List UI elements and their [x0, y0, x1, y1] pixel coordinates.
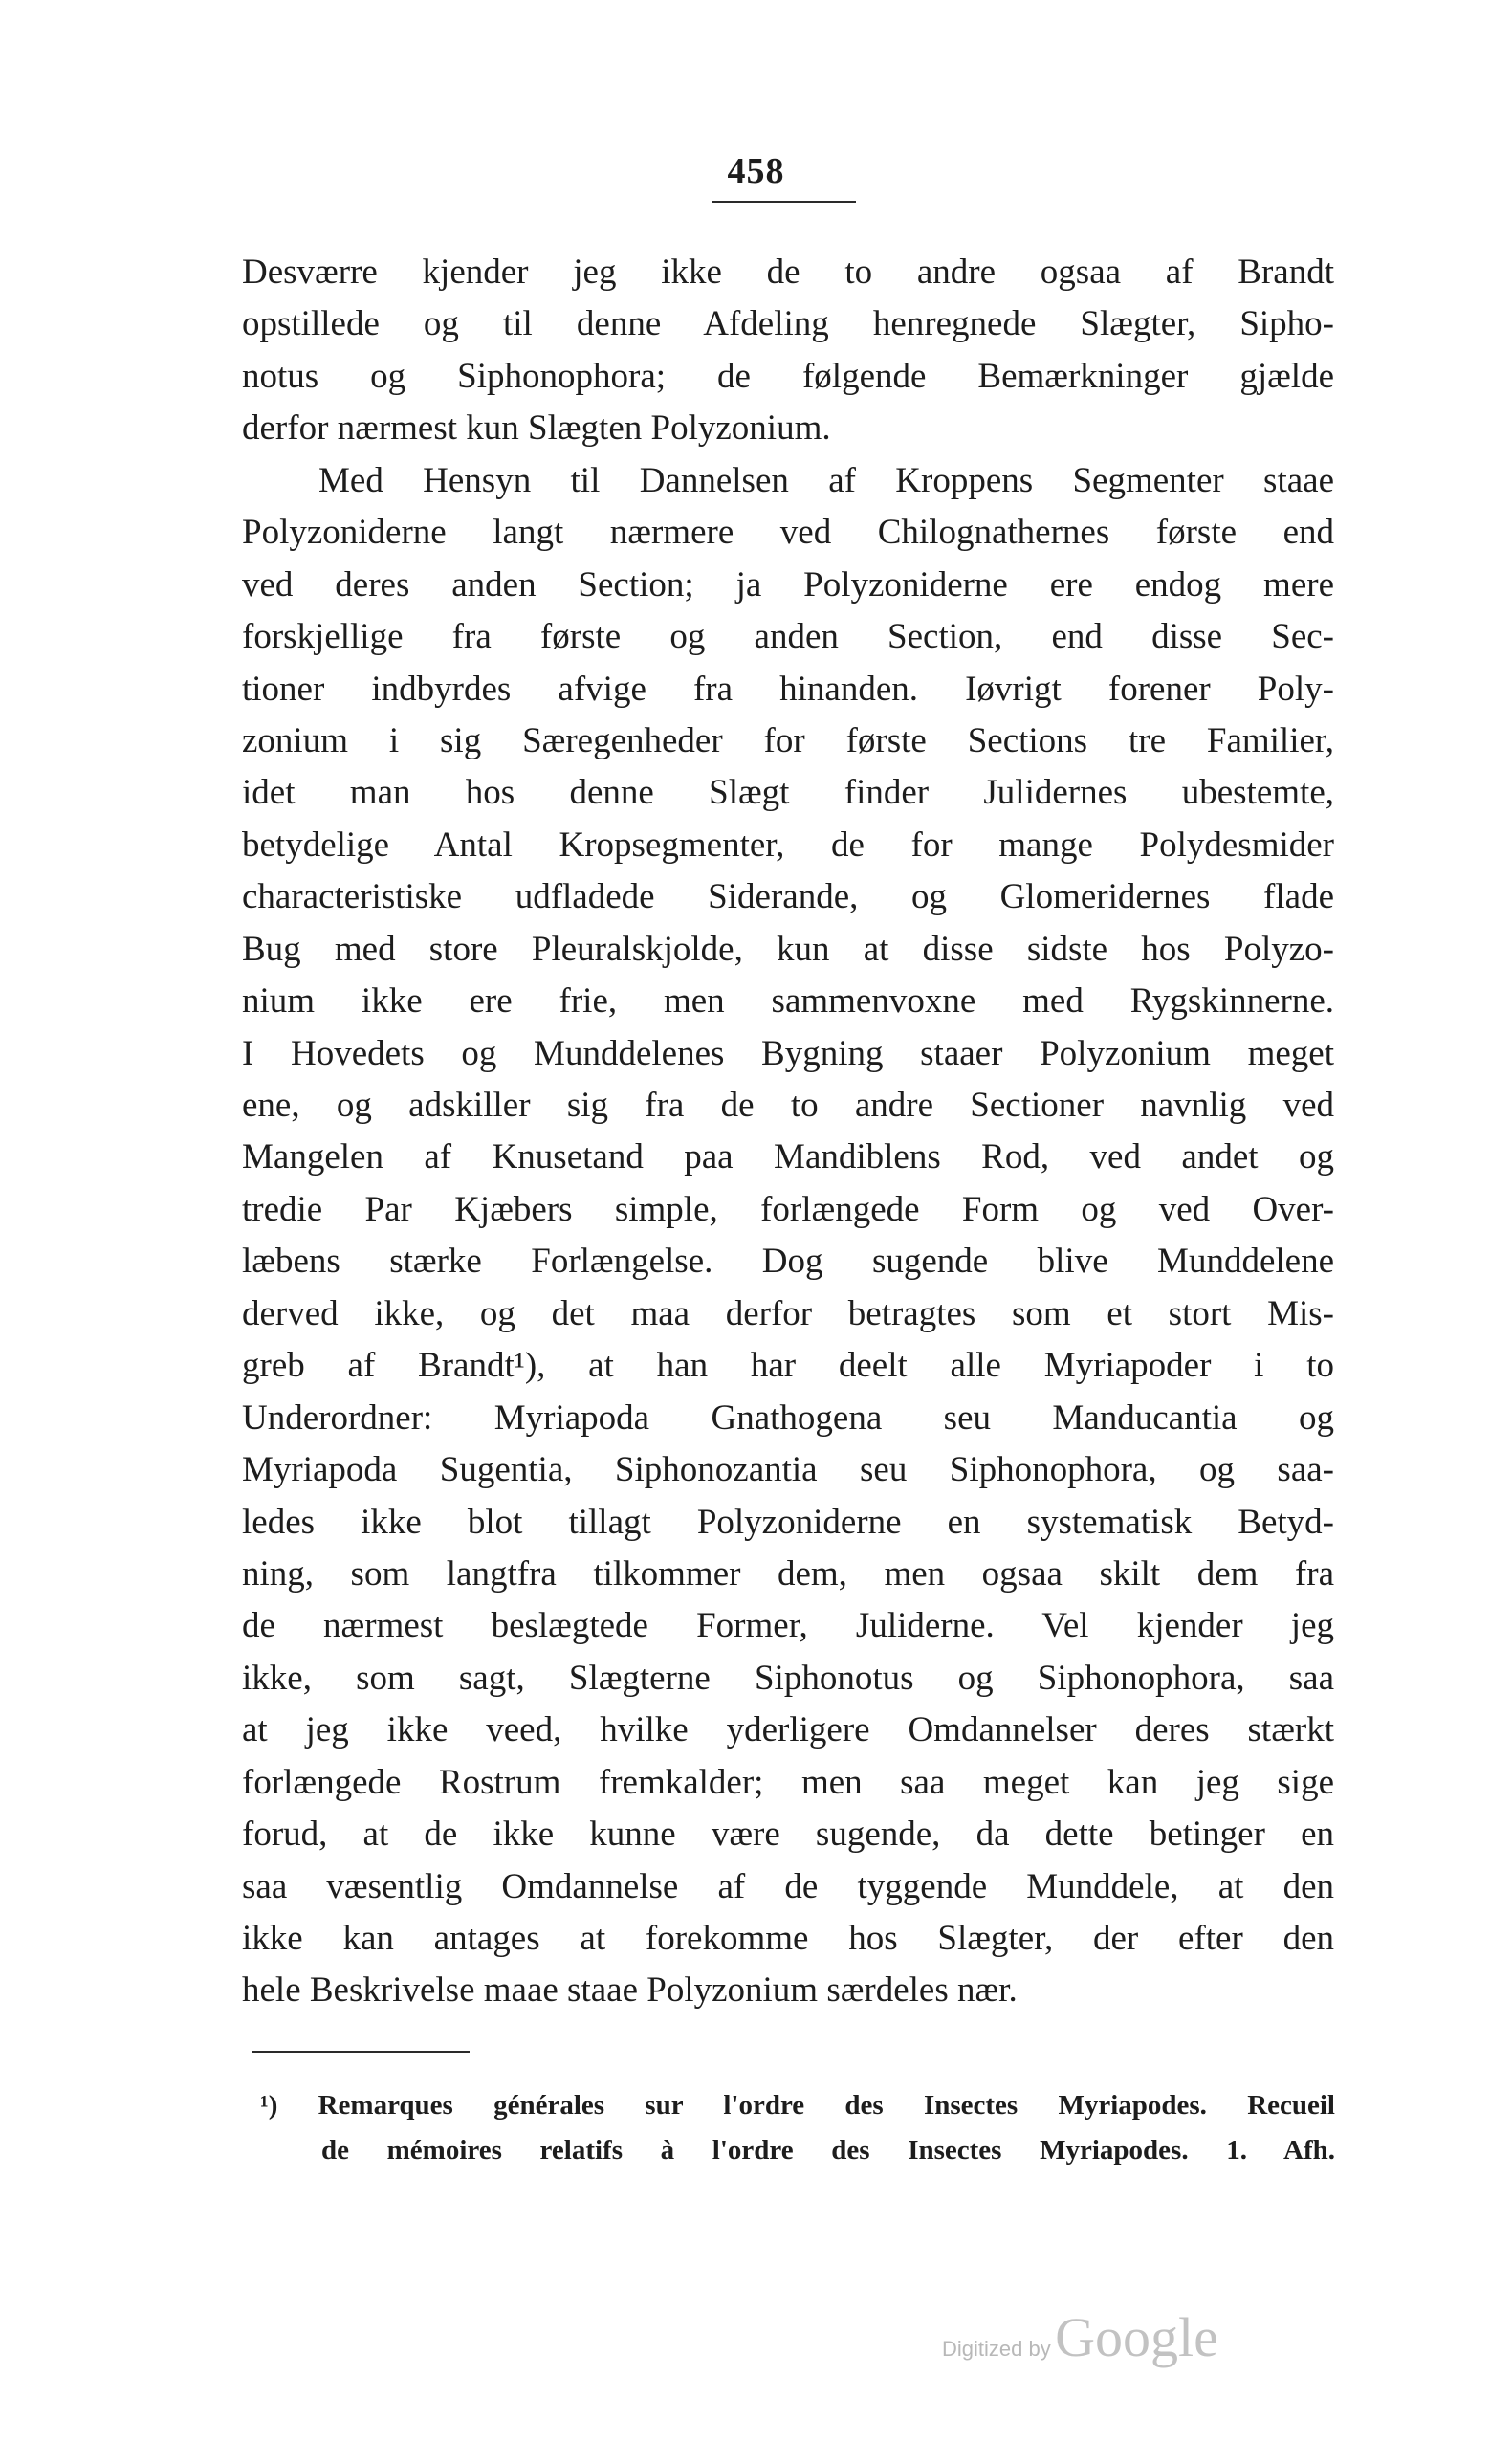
- text-line: læbens stærke Forlængelse. Dog sugende blive Munddelene: [242, 1242, 1334, 1282]
- text-line: Underordner: Myriapoda Gnathogena seu Manducantia og: [242, 1397, 1334, 1438]
- text-line: Polyzoniderne langt nærmere ved Chilognathernes første end: [242, 513, 1334, 553]
- text-line: ikke kan antages at forekomme hos Slægter, der efter den: [242, 1919, 1334, 1958]
- text-line: ledes ikke blot tillagt Polyzoniderne en systematisk Betyd-: [242, 1502, 1334, 1542]
- text-line: forud, at de ikke kunne være sugende, da dette betinger en: [242, 1815, 1334, 1855]
- text-line: forskjellige fra første og anden Section, end disse Sec-: [242, 617, 1334, 657]
- text-line: tioner indbyrdes afvige fra hinanden. Iøvrigt forener Poly-: [242, 669, 1334, 709]
- footnote-rule: [252, 2051, 470, 2053]
- text-line: ved deres anden Section; ja Polyzoniderne ere endog mere: [242, 564, 1334, 605]
- text-line: tredie Par Kjæbers simple, forlængede Form og ved Over-: [242, 1189, 1334, 1229]
- text-line: Myriapoda Sugentia, Siphonozantia seu Siphonophora, og saa-: [242, 1450, 1334, 1490]
- text-line: ikke, som sagt, Slægterne Siphonotus og Siphonophora, saa: [242, 1658, 1334, 1698]
- text-line: betydelige Antal Kropsegmenter, de for mange Polydesmider: [242, 825, 1334, 865]
- body-text: [242, 247, 1334, 2017]
- text-line: derfor nærmest kun Slægten Polyzonium.: [242, 408, 831, 449]
- text-line: de nærmest beslægtede Former, Juliderne. Vel kjender jeg: [242, 1606, 1334, 1646]
- page-number: 458: [727, 151, 785, 191]
- text-line: I Hovedets og Munddelenes Bygning staaer Polyzonium meget: [242, 1033, 1334, 1073]
- text-line: greb af Brandt¹), at han har deelt alle Myriapoder i to: [242, 1346, 1334, 1386]
- text-line: opstillede og til denne Afdeling henregnede Slægter, Sipho-: [242, 304, 1334, 344]
- text-line: saa væsentlig Omdannelse af de tyggende Munddele, at den: [242, 1866, 1334, 1906]
- digitized-watermark: [942, 2305, 1218, 2369]
- text-line: nium ikke ere frie, men sammenvoxne med Rygskinnerne.: [242, 981, 1334, 1022]
- text-line: Desværre kjender jeg ikke de to andre ogsaa af Brandt: [242, 253, 1334, 292]
- watermark-prefix: Digitized by: [942, 2337, 1051, 2361]
- footnotes: [260, 2083, 1335, 2173]
- text-line: ning, som langtfra tilkommer dem, men ogsaa skilt dem fra: [242, 1553, 1334, 1594]
- text-line: forlængede Rostrum fremkalder; men saa meget kan jeg sige: [242, 1762, 1334, 1802]
- text-line: zonium i sig Særegenheder for første Sections tre Familier,: [242, 720, 1334, 760]
- text-line: Bug med store Pleuralskjolde, kun at disse sidste hos Polyzo-: [242, 929, 1334, 969]
- text-line: Med Hensyn til Dannelsen af Kroppens Segmenter staae: [318, 460, 1334, 500]
- text-line: derved ikke, og det maa derfor betragtes som et stort Mis-: [242, 1293, 1334, 1333]
- text-line: hele Beskrivelse maae staae Polyzonium særdeles nær.: [242, 1970, 1018, 2011]
- footnote-line: ¹) Remarques générales sur l'ordre des Insectes Myriapodes. Recueil: [260, 2090, 1335, 2121]
- text-line: idet man hos denne Slægt finder Julidernes ubestemte,: [242, 773, 1334, 813]
- text-line: Mangelen af Knusetand paa Mandiblens Rod, ved andet og: [242, 1137, 1334, 1177]
- text-line: characteristiske udfladede Siderande, og Glomeridernes flade: [242, 877, 1334, 917]
- footnote-line: de mémoires relatifs à l'ordre des Insectes Myriapodes. 1. Afh.: [321, 2135, 1335, 2166]
- page-number-rule: [712, 201, 856, 203]
- text-line: ene, og adskiller sig fra de to andre Sectioner navnlig ved: [242, 1086, 1334, 1125]
- google-logo: Google: [1055, 2306, 1218, 2368]
- text-line: notus og Siphonophora; de følgende Bemærkninger gjælde: [242, 356, 1334, 396]
- text-line: at jeg ikke veed, hvilke yderligere Omdannelser deres stærkt: [242, 1710, 1334, 1750]
